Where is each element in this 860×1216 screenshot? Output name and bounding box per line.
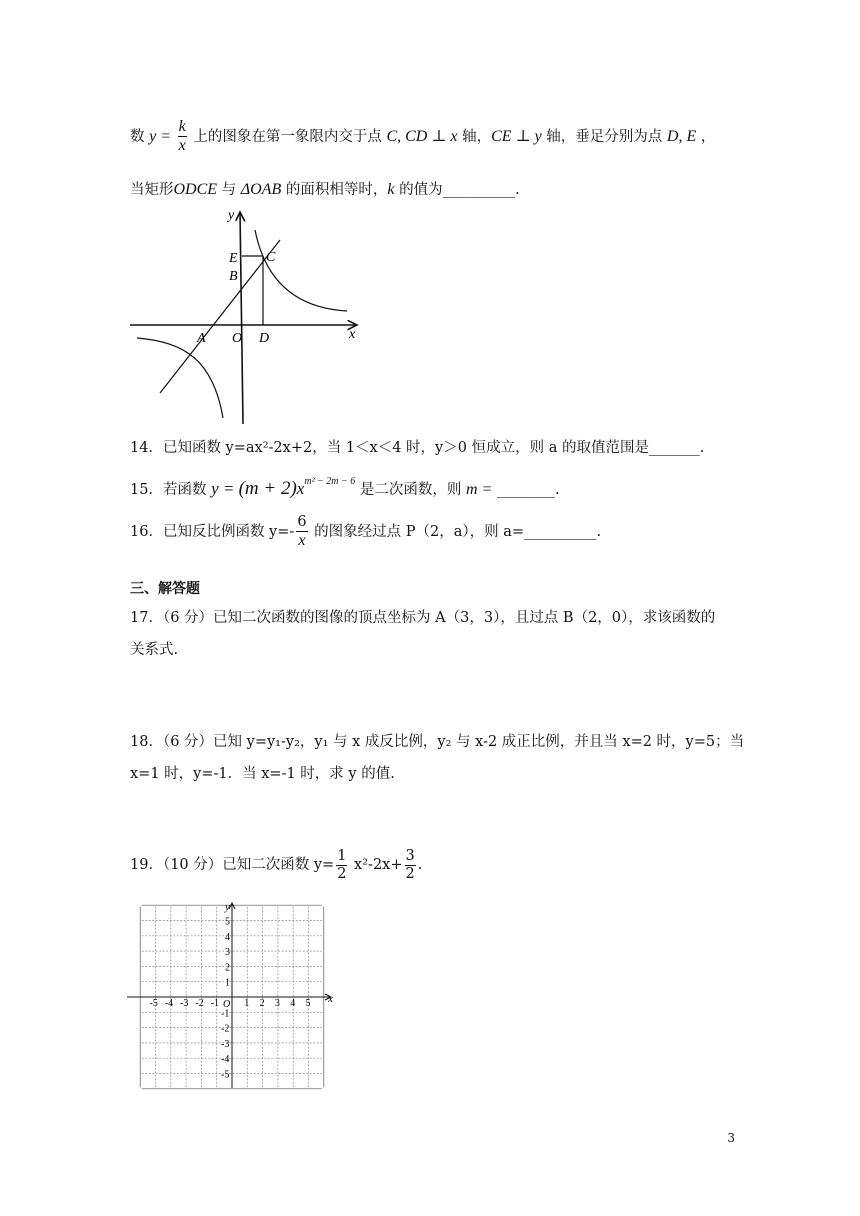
hyperbola-first-quadrant — [255, 230, 347, 311]
q19-suffix: . — [417, 857, 423, 874]
q15-middle: 是二次函数，则 — [355, 482, 466, 498]
q15-prefix: 15．若函数 — [130, 482, 212, 498]
q19-numerator-2: 3 — [405, 848, 415, 864]
q19-fraction-2 — [405, 848, 416, 882]
q15-coefficient: (m + 2) — [238, 478, 297, 499]
grid-y-tick-label: -3 — [221, 1038, 230, 1050]
grid-x-tick-label: 5 — [305, 998, 311, 1009]
label-d: D — [259, 331, 270, 346]
q16-prefix: 16．已知反比例函数 y=- — [130, 524, 295, 541]
q16-line — [130, 514, 601, 550]
q14-text: 14．已知函数 y=ax²-2x+2，当 1＜x＜4 时，y＞0 恒成立，则 a 的取值范围是_______. — [130, 440, 705, 456]
q16-fraction — [296, 514, 307, 550]
coordinate-grid — [125, 900, 340, 1090]
q19-denominator-2: 2 — [405, 865, 415, 882]
q13-answer-blank: 的值为__________. — [394, 182, 520, 198]
page-number: 3 — [727, 1131, 735, 1145]
grid-x-tick-label: -2 — [195, 998, 204, 1009]
figure-hyperbola-line — [125, 200, 365, 430]
grid-x-tick-label: -4 — [164, 998, 174, 1009]
q19-middle: x²-2x+ — [349, 857, 403, 874]
triangle-oab: ΔOAB — [240, 181, 282, 198]
line-ab — [160, 240, 280, 393]
hyperbola-third-quadrant — [137, 338, 223, 418]
grid-y-tick-label: -2 — [221, 1023, 230, 1035]
grid-y-tick-label: -5 — [221, 1069, 230, 1081]
grid-y-tick-label: -4 — [221, 1054, 230, 1066]
q19-denominator-1: 2 — [337, 865, 347, 882]
q13-math-de: D, E — [666, 127, 697, 145]
q13-text-and: 与 — [217, 182, 241, 198]
q13-text-area: 的面积相等时， — [281, 182, 388, 198]
section-heading: 三、解答题 — [130, 581, 200, 597]
q13-end: ， — [696, 128, 716, 145]
q16-denominator: x — [298, 531, 306, 549]
grid-y-tick-label: -1 — [221, 1008, 230, 1020]
q13-axis-text: 轴， — [457, 128, 492, 145]
q17-line-2: 关系式. — [130, 642, 179, 658]
q18-line-1: 18．（6 分）已知 y=y₁-y₂，y₁ 与 x 成反比例，y₂ 与 x-2 成正比例，并且当 x=2 时，y=5；当 — [130, 734, 745, 750]
grid-x-tick-label: 4 — [290, 998, 296, 1009]
q15-y-equals: y = — [211, 479, 239, 498]
grid-y-tick-label: 3 — [225, 947, 230, 959]
grid-y-label: y — [225, 901, 230, 913]
label-e: E — [229, 251, 238, 266]
grid-y-tick-label: 5 — [225, 916, 230, 928]
q19-fraction-1 — [336, 848, 347, 882]
fraction-numerator: k — [178, 118, 187, 137]
grid-y-axis — [229, 903, 235, 1088]
y-equals: y = — [149, 127, 172, 145]
k-over-x-fraction — [178, 118, 187, 156]
grid-y-tick-label: 1 — [225, 977, 230, 989]
q13-math-cd: C, CD ⊥ x — [386, 127, 458, 145]
grid-x-tick-label: 3 — [274, 998, 280, 1009]
grid-y-tick-label: 4 — [225, 931, 230, 943]
q19-prefix: 19．（10 分）已知二次函数 y= — [130, 857, 335, 874]
q15-m-equals: m = — [466, 481, 493, 498]
fraction-denominator: x — [178, 137, 186, 155]
rectangle-odce: ODCE — [173, 181, 218, 198]
q13-line-1 — [130, 118, 715, 156]
grid-x-tick-label: 1 — [244, 998, 250, 1009]
label-x: x — [349, 327, 356, 342]
q15-blank: ________. — [492, 482, 560, 498]
q19-numerator-1: 1 — [337, 848, 347, 864]
q16-numerator: 6 — [297, 514, 307, 530]
q13-line-2 — [130, 180, 520, 199]
grid-x-tick-label: 2 — [259, 998, 265, 1009]
grid-origin-label: O — [223, 999, 231, 1010]
q15-line — [130, 478, 560, 501]
y-axis — [240, 212, 243, 424]
q13-math-ce: CE ⊥ y — [491, 127, 542, 145]
label-y: y — [228, 208, 235, 223]
q15-exponent: m² − 2m − 6 — [304, 476, 356, 488]
q13-axis-text-2: 轴，垂足分别为点 — [541, 128, 667, 145]
grid-x-tick-label: -1 — [210, 998, 220, 1009]
q17-line-1: 17．（6 分）已知二次函数的图像的顶点坐标为 A（3，3），且过点 B（2，0），求该函数的 — [130, 610, 716, 626]
q13-text-rect: 当矩形 — [130, 182, 174, 198]
label-b: B — [229, 269, 238, 284]
k-variable: k — [387, 181, 395, 198]
q13-prefix: 数 — [130, 128, 150, 145]
grid-x-tick-label: -5 — [149, 998, 158, 1009]
grid-x-label: x — [328, 993, 333, 1005]
grid-y-tick-label: 2 — [225, 962, 230, 974]
q15-x-base: x — [296, 479, 305, 498]
label-o: O — [232, 331, 243, 346]
q13-text: 上的图象在第一象限内交于点 — [188, 128, 387, 145]
grid-x-tick-label: -3 — [180, 998, 189, 1009]
q19-line — [130, 848, 422, 882]
q18-line-2: x=1 时，y=-1．当 x=-1 时，求 y 的值. — [130, 766, 395, 782]
label-a: A — [197, 331, 206, 346]
label-c: C — [266, 250, 276, 265]
q16-suffix: 的图象经过点 P（2，a），则 a=__________. — [309, 524, 602, 541]
